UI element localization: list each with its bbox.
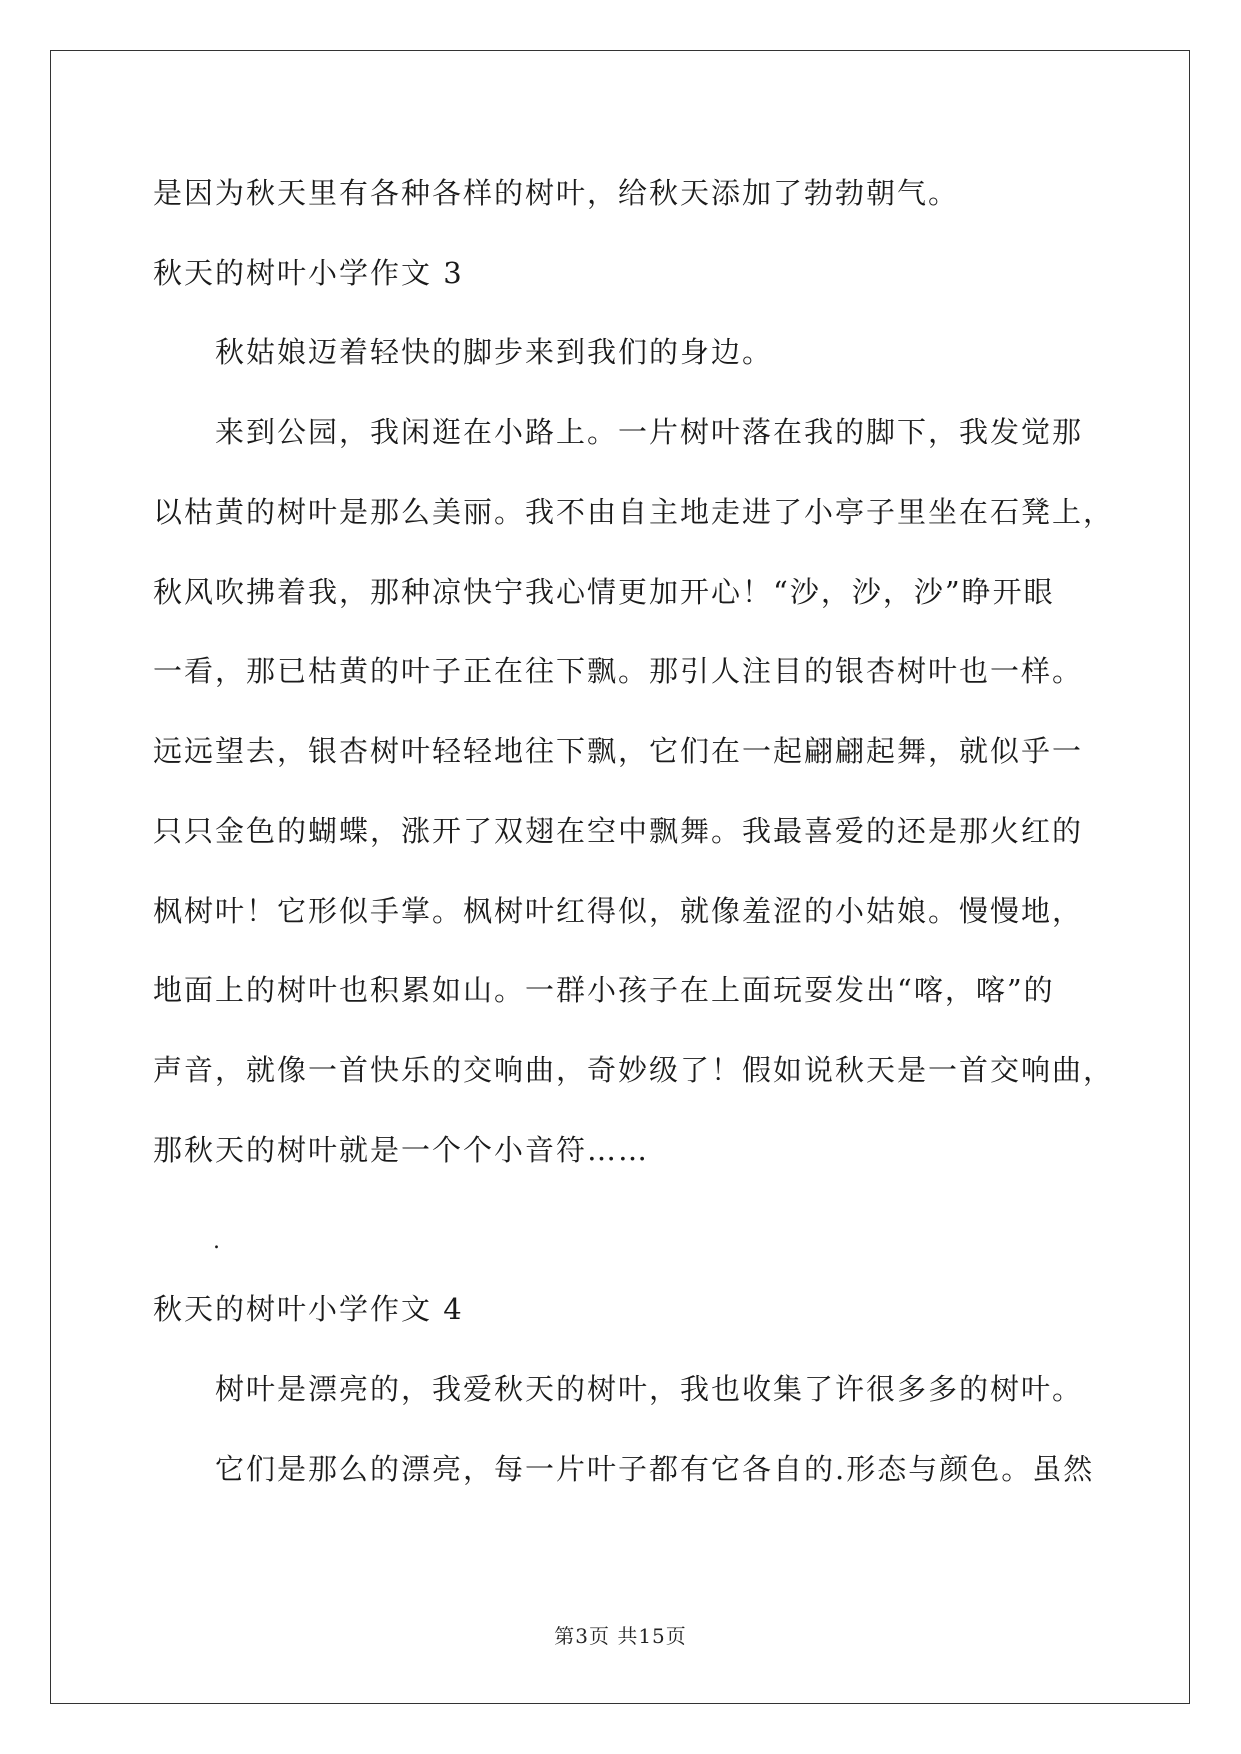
body-text-line: 那秋天的树叶就是一个个小音符…… <box>153 1133 650 1167</box>
paragraph-first-line: 来到公园，我闲逛在小路上。一片树叶落在我的脚下，我发觉那 <box>215 415 1084 449</box>
body-text-line: 地面上的树叶也积累如山。一群小孩子在上面玩耍发出“喀，喀”的 <box>153 973 1055 1007</box>
body-text-line: 秋风吹拂着我，那种凉快宁我心情更加开心！“沙，沙，沙”睁开眼 <box>153 575 1055 609</box>
paragraph-first-line: 树叶是漂亮的，我爱秋天的树叶，我也收集了许很多多的树叶。 <box>215 1372 1084 1406</box>
section-heading: 秋天的树叶小学作文 3 <box>153 256 464 290</box>
body-text-line: 一看，那已枯黄的叶子正在往下飘。那引人注目的银杏树叶也一样。 <box>153 654 1084 688</box>
page-number-footer: 第3页 共15页 <box>554 1624 687 1648</box>
section-heading: 秋天的树叶小学作文 4 <box>153 1292 464 1326</box>
body-text-line: 远远望去，银杏树叶轻轻地往下飘，它们在一起翩翩起舞，就似乎一 <box>153 734 1084 768</box>
paragraph-first-line: 秋姑娘迈着轻快的脚步来到我们的身边。 <box>215 335 774 369</box>
body-text-line: 声音，就像一首快乐的交响曲，奇妙级了！假如说秋天是一首交响曲， <box>153 1053 1115 1087</box>
body-text-line: 只只金色的蝴蝶，涨开了双翅在空中飘舞。我最喜爱的还是那火红的 <box>153 814 1084 848</box>
body-text-line: 是因为秋天里有各种各样的树叶，给秋天添加了勃勃朝气。 <box>153 176 960 210</box>
stray-dot: . <box>213 1229 220 1254</box>
body-text-line: 以枯黄的树叶是那么美丽。我不由自主地走进了小亭子里坐在石凳上， <box>153 495 1115 529</box>
paragraph-first-line: 它们是那么的漂亮，每一片叶子都有它各自的.形态与颜色。虽然 <box>215 1452 1095 1486</box>
body-text-line: 枫树叶！它形似手掌。枫树叶红得似，就像羞涩的小姑娘。慢慢地， <box>153 894 1084 928</box>
